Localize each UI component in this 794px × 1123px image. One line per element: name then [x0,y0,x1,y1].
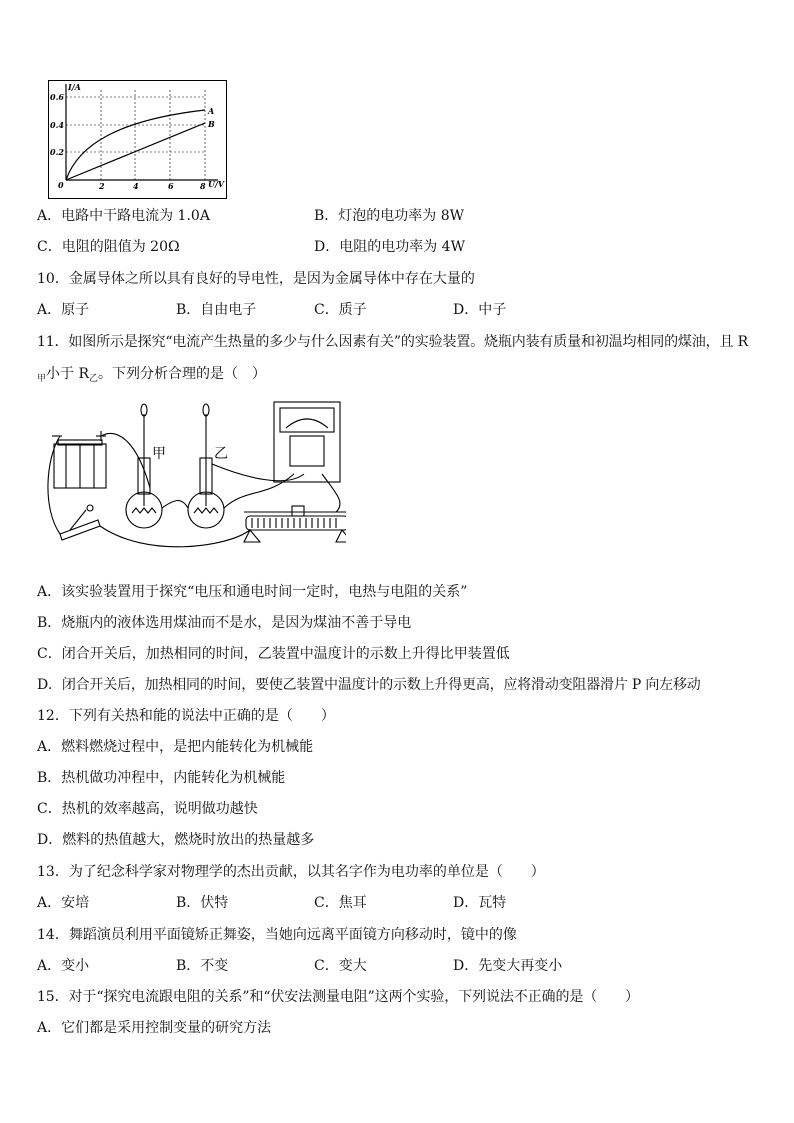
q11-option-c: C．闭合开关后，加热相同的时间，乙装置中温度计的示数上升得比甲装置低 [37,646,510,662]
q13-option-d: D．瓦特 [453,895,507,911]
rheostat-icon [246,516,346,530]
r-jia-subscript: 甲 [37,374,47,384]
q10-option-b: B．自由电子 [176,302,257,318]
q11-option-d: D．闭合开关后，加热相同的时间，要使乙装置中温度计的示数上升得更高，应将滑动变阻器滑片 P 向左移动 [37,677,701,693]
q12-option-a: A．燃料燃烧过程中，是把内能转化为机械能 [37,739,314,755]
ytick-04: 0.4 [50,120,64,130]
xtick-6: 6 [168,181,174,191]
xtick-2: 2 [99,181,105,191]
graph-xlabel: U/V [208,179,225,189]
q11-option-a: A．该实验装置用于探究“电压和通电时间一定时，电热与电阻的关系” [37,584,468,600]
q10-option-c: C．质子 [314,302,367,318]
q12-option-d: D．燃料的热值越大，燃烧时放出的热量越多 [37,832,315,848]
meter-icon [274,402,340,482]
q11-stem-line1: 11．如图所示是探究“电流产生热量的多少与什么因素有关”的实验装置。烧瓶内装有质量和初温均相同的煤油，且 R [37,334,749,350]
q14-option-a: A．变小 [37,958,90,974]
q15-option-a: A．它们都是采用控制变量的研究方法 [37,1020,272,1036]
r-yi-subscript: 乙 [89,374,99,384]
q12-option-b: B．热机做功冲程中，内能转化为机械能 [37,770,286,786]
graph-ylabel: I/A [68,82,81,92]
ytick-06: 0.6 [50,92,64,102]
label-jia: 甲 [152,446,166,462]
q10-option-a: A．原子 [37,302,90,318]
q13-option-c: C．焦耳 [314,895,367,911]
xtick-4: 4 [133,181,139,191]
q14-stem: 14．舞蹈演员利用平面镜矫正舞姿，当她向远离平面镜方向移动时，镜中的像 [37,927,517,943]
q9-option-d: D．电阻的电功率为 4W [314,239,465,255]
switch-icon [60,520,100,540]
q14-option-d: D．先变大再变小 [453,958,563,974]
q9-option-b: B．灯泡的电功率为 8W [314,208,465,224]
q13-option-a: A．安培 [37,895,90,911]
curve-a-label: A [208,106,215,116]
q13-stem: 13．为了纪念科学家对物理学的杰出贡献，以其名字作为电功率的单位是（ ） [37,864,545,880]
xtick-0: 0 [58,180,64,190]
curve-b-label: B [208,119,215,129]
q13-option-b: B．伏特 [176,895,229,911]
xtick-8: 8 [200,181,206,191]
q14-option-c: C．变大 [314,958,367,974]
q12-option-c: C．热机的效率越高，说明做功越快 [37,801,258,817]
q10-option-d: D．中子 [453,302,507,318]
q9-option-c: C．电阻的阻值为 20Ω [37,239,180,255]
q15-stem: 15．对于“探究电流跟电阻的关系”和“伏安法测量电阻”这两个实验，下列说法不正确的是（ ） [37,989,639,1005]
q14-option-b: B．不变 [176,958,229,974]
q11-option-b: B．烧瓶内的液体选用煤油而不是水，是因为煤油不善于导电 [37,615,412,631]
q12-stem: 12．下列有关热和能的说法中正确的是（ ） [37,708,335,724]
iu-graph [48,80,228,200]
q10-stem: 10．金属导体之所以具有良好的导电性，是因为金属导体中存在大量的 [37,271,475,287]
q9-option-a: A．电路中干路电流为 1.0A [37,208,210,224]
q11-stem-line2: $_甲$小于 $R_乙$。下列分析合理的是（ ） [37,366,267,384]
label-yi: 乙 [214,446,228,462]
experiment-apparatus [46,398,346,566]
ytick-02: 0.2 [50,147,64,157]
